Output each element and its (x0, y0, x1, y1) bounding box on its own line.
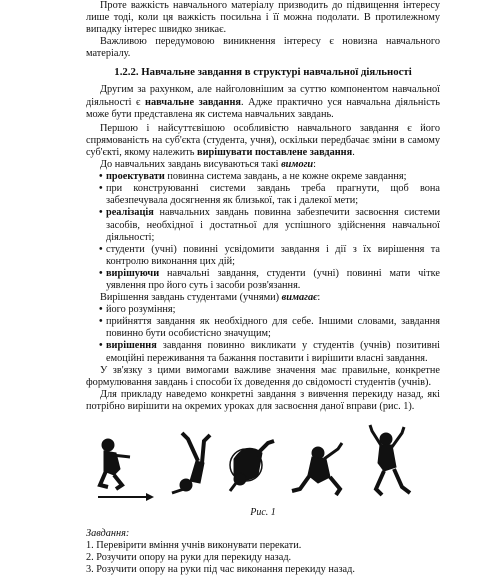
task-item-1: 1. Перевірити вміння учнів виконувати перекати. (86, 540, 302, 552)
gymnast-figure-2 (172, 433, 210, 493)
bullet-icon: • (99, 183, 103, 195)
list-item-rest: прийняття завдання як необхідного для себе. Іншими словами, завдання повинно бути особистісно значущим; (106, 316, 440, 340)
req-intro-italic: вимоги (281, 159, 314, 171)
list-item-text (106, 316, 440, 340)
p2-text: Першою і найсуттєвішою особливістю навчального завдання є його спрямованість на суб'єкта (студента, учня), оскільки передбачає зміни в самому суб'єкті, якому належить (86, 122, 440, 158)
list-item-rest: при конструюванні системи завдань треба прагнути, щоб вона забезпечувала досягнення як близької, так і далекої мети; (106, 183, 440, 207)
bullet-icon: • (99, 267, 103, 279)
list-item (86, 340, 440, 364)
list-item-rest: навчальні завдання, студенти (учні) повинні мати чітке уявлення про його суть і засоби розв'язання. (106, 267, 440, 291)
p1-text: Другим за рахунком, але найголовнішим за суттю компонентом навчальної діяльності є (86, 84, 440, 108)
list-item-text (106, 244, 440, 268)
list-item-text (106, 207, 440, 243)
bullet-icon: • (99, 207, 103, 219)
figure-caption: Рис. 1 (250, 507, 276, 518)
list-item-rest: студенти (учні) повинні усвідомити завдання і дії з їх вирішення та контролю виконання цих дій; (106, 243, 440, 267)
list-item-rest: повинна система завдань, а не кожне окреме завдання; (164, 171, 407, 183)
solve-intro-italic: вимагає (281, 292, 318, 304)
paragraph-2 (86, 123, 440, 159)
bullet-icon: • (99, 171, 103, 183)
list-item-rest: навчальних завдань повинна забезпечити засвоєння системи засобів, необхідної і достатньої для успішного здійснення навчальної діяльності; (106, 207, 440, 243)
gymnast-figure-5 (370, 425, 410, 495)
figure-1 (86, 419, 440, 505)
list-item-text (106, 304, 440, 316)
req-intro-end: : (313, 159, 317, 171)
section-title: 1.2.2. Навчальне завдання в структурі навчальної діяльності (114, 66, 412, 79)
requirements-intro (86, 159, 440, 171)
bullet-icon: • (99, 340, 103, 352)
list-item (86, 316, 440, 340)
list-item-bold: вирішуючи (106, 267, 160, 279)
list-item-bold: вирішення (106, 340, 157, 352)
list-item (86, 207, 440, 243)
solve-intro-text: Вирішення завдань студентами (учнями) (100, 292, 282, 304)
list-item-bold: проектувати (106, 171, 165, 183)
list-item (86, 268, 440, 292)
intro-paragraph-1: Проте важкість навчального матеріалу призводить до підвищення інтересу лише тоді, коли ця важкість посильна і її можна подолати. В протилежному випадку інтерес швидко зникає. (86, 0, 440, 36)
list-item-text (106, 268, 440, 292)
solve-list (86, 304, 440, 364)
solve-intro-end: : (317, 292, 321, 304)
list-item-rest: завдання повинно викликати у студентів (учнів) позитивні емоційні переживання та бажання поставити і вирішити власні завдання. (106, 340, 440, 364)
task-item-2: 2. Розучити опору на руки для перекиду назад. (86, 552, 292, 564)
task-item-3: 3. Розучити опору на руки під час виконання перекиду назад. (86, 564, 355, 576)
list-item-text (106, 183, 440, 207)
paragraph-4: Для прикладу наведемо конкретні завдання з вивчення перекиду назад, які потрібно вирішити на окремих уроках для засвоєння даної вправи (рис. 1). (86, 388, 440, 412)
bullet-icon: • (99, 316, 103, 328)
req-intro-text: До навчальних завдань висуваються такі (100, 159, 282, 171)
gymnast-figure-3 (230, 441, 274, 491)
intro-paragraph-2: Важливою передумовою виникнення інтересу є новизна навчального матеріалу. (86, 36, 440, 60)
p2-bold: вирішувати поставлене завдання (197, 146, 353, 158)
p2-text-end: . (352, 146, 355, 158)
list-item-bold: реалізація (106, 207, 154, 219)
p1-text-end: . Адже практично уся навчальна діяльність може бути представлена як система навчальних завдань. (86, 96, 440, 120)
tasks-title: Завдання: (86, 528, 130, 539)
requirements-list (86, 171, 440, 292)
bullet-icon: • (99, 304, 103, 316)
list-item (86, 304, 440, 316)
list-item (86, 183, 440, 207)
paragraph-3: У зв'язку з цими вимогами важливе значення має правильне, конкретне формулювання завдань і способи їх доведення до свідомості студентів (учнів). (86, 364, 440, 388)
gymnast-figure-4 (292, 443, 342, 495)
list-item-text (106, 340, 440, 364)
list-item-rest: його розуміння; (106, 304, 176, 316)
paragraph-1 (86, 84, 440, 120)
backward-roll-illustration (86, 419, 440, 505)
solve-intro (86, 292, 440, 304)
p1-bold: навчальне завдання (145, 96, 241, 108)
list-item (86, 171, 440, 183)
list-item (86, 244, 440, 268)
list-item-text (106, 171, 440, 183)
gymnast-figure-1 (100, 439, 130, 489)
bullet-icon: • (99, 243, 103, 255)
